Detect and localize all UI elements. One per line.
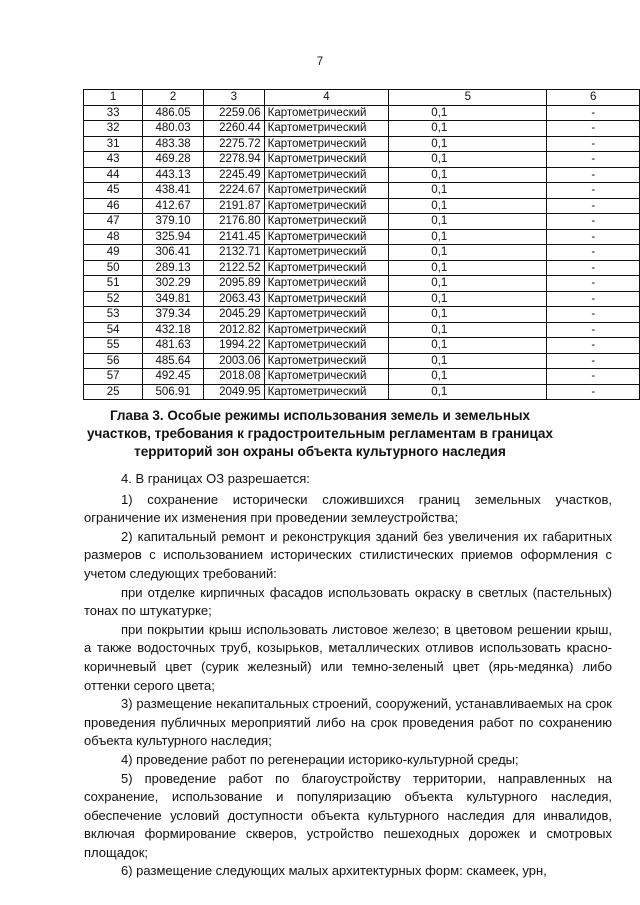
table-cell: - — [547, 353, 640, 369]
table-cell: 2063.43 — [203, 291, 264, 307]
table-cell: 55 — [84, 338, 143, 354]
table-cell: 50 — [84, 260, 143, 276]
table-cell: 306.41 — [143, 245, 204, 261]
table-cell: 2003.06 — [203, 353, 264, 369]
table-cell: Картометрический — [264, 105, 389, 121]
table-cell: 2275.72 — [203, 136, 264, 152]
table-cell: 2259.06 — [203, 105, 264, 121]
table-header-row — [84, 90, 640, 106]
table-cell: 47 — [84, 214, 143, 230]
table-row — [84, 152, 640, 168]
table-cell: - — [547, 152, 640, 168]
table-cell: Картометрический — [264, 384, 389, 400]
table-cell: - — [547, 384, 640, 400]
table-cell: 325.94 — [143, 229, 204, 245]
header-cell: 5 — [389, 90, 547, 106]
table-row — [84, 307, 640, 323]
table-row — [84, 322, 640, 338]
table-cell: 438.41 — [143, 183, 204, 199]
table-cell: 2122.52 — [203, 260, 264, 276]
table-row — [84, 229, 640, 245]
table-row — [84, 136, 640, 152]
table-cell: 2224.67 — [203, 183, 264, 199]
table-cell: 44 — [84, 167, 143, 183]
header-cell: 1 — [84, 90, 143, 106]
table-cell: Картометрический — [264, 307, 389, 323]
table-cell: Картометрический — [264, 167, 389, 183]
table-row — [84, 183, 640, 199]
table-cell: 0,1 — [389, 152, 547, 168]
table-row — [84, 369, 640, 385]
table-row — [84, 121, 640, 137]
table-cell: 45 — [84, 183, 143, 199]
table-cell: Картометрический — [264, 198, 389, 214]
header-cell: 2 — [143, 90, 204, 106]
table-cell: Картометрический — [264, 229, 389, 245]
table-row — [84, 198, 640, 214]
table-cell: 0,1 — [389, 369, 547, 385]
table-cell: 0,1 — [389, 260, 547, 276]
table-cell: 0,1 — [389, 245, 547, 261]
table-cell: Картометрический — [264, 338, 389, 354]
chapter-title: Глава 3. Особые режимы использования земель и земельных участков, требования к градостроительным регламентам в границах территорий зон охраны объекта культурного наследия — [87, 408, 553, 459]
table-cell: 2045.29 — [203, 307, 264, 323]
paragraph: при покрытии крыш использовать листовое железо; в цветовом решении крыш, а также водосточных труб, козырьков, металлических отливов использовать красно-коричневый цвет (сурик железный) или темно-зеленый цвет (ярь-медянка) либо оттенки серого цвета; — [84, 621, 612, 693]
table-cell: Картометрический — [264, 369, 389, 385]
table-row — [84, 245, 640, 261]
table-cell: Картометрический — [264, 291, 389, 307]
table-row — [84, 384, 640, 400]
table-cell: 0,1 — [389, 338, 547, 354]
coordinates-table — [83, 89, 640, 400]
table-cell: - — [547, 369, 640, 385]
table-cell: 49 — [84, 245, 143, 261]
paragraph: 4. В границах ОЗ разрешается: — [121, 471, 310, 486]
table-cell: 2012.82 — [203, 322, 264, 338]
table-cell: - — [547, 136, 640, 152]
table-cell: - — [547, 245, 640, 261]
table-cell: 0,1 — [389, 136, 547, 152]
table-cell: - — [547, 214, 640, 230]
table-cell: 25 — [84, 384, 143, 400]
table-cell: - — [547, 121, 640, 137]
table-cell: 54 — [84, 322, 143, 338]
table-cell: 486.05 — [143, 105, 204, 121]
table-cell: Картометрический — [264, 152, 389, 168]
table-cell: 0,1 — [389, 384, 547, 400]
table-row — [84, 167, 640, 183]
table-cell: 432.18 — [143, 322, 204, 338]
paragraph: при отделке кирпичных фасадов использовать окраску в светлых (пастельных) тонах по штукатурке; — [84, 584, 612, 619]
table-cell: 443.13 — [143, 167, 204, 183]
table-cell: 0,1 — [389, 105, 547, 121]
table-cell: - — [547, 198, 640, 214]
table-cell: 1994.22 — [203, 338, 264, 354]
table-cell: Картометрический — [264, 183, 389, 199]
table-cell: 0,1 — [389, 276, 547, 292]
table-cell: Картометрический — [264, 322, 389, 338]
table-cell: 0,1 — [389, 167, 547, 183]
table-cell: - — [547, 229, 640, 245]
table-cell: 379.10 — [143, 214, 204, 230]
table-cell: 52 — [84, 291, 143, 307]
table-cell: 480.03 — [143, 121, 204, 137]
paragraph: 5) проведение работ по благоустройству территории, направленных на сохранение, использование и популяризацию объекта культурного наследия, обеспечение условий доступности объекта культурного наследия для инвалидов, включая формирование скверов, устройство пешеходных дорожек и смотровых площадок; — [84, 770, 612, 860]
page-number: 7 — [316, 56, 324, 68]
table-cell: - — [547, 260, 640, 276]
table-cell: 2095.89 — [203, 276, 264, 292]
paragraph: 3) размещение некапитальных строений, сооружений, устанавливаемых на срок проведения публичных мероприятий либо на срок проведения работ по сохранению объекта культурного наследия; — [84, 696, 612, 749]
table-cell: 289.13 — [143, 260, 204, 276]
table-cell: Картометрический — [264, 276, 389, 292]
table-cell: 2245.49 — [203, 167, 264, 183]
table-cell: 0,1 — [389, 214, 547, 230]
table-cell: 32 — [84, 121, 143, 137]
table-cell: 2049.95 — [203, 384, 264, 400]
table-cell: 0,1 — [389, 121, 547, 137]
table-cell: 379.34 — [143, 307, 204, 323]
header-cell: 3 — [203, 90, 264, 106]
table-cell: - — [547, 105, 640, 121]
table-cell: - — [547, 322, 640, 338]
table-row — [84, 214, 640, 230]
table-cell: 0,1 — [389, 198, 547, 214]
table-cell: 506.91 — [143, 384, 204, 400]
table-cell: 2018.08 — [203, 369, 264, 385]
table-cell: 2132.71 — [203, 245, 264, 261]
table-cell: 2191.87 — [203, 198, 264, 214]
table-cell: 349.81 — [143, 291, 204, 307]
table-row — [84, 105, 640, 121]
table-cell: - — [547, 338, 640, 354]
table-cell: 33 — [84, 105, 143, 121]
paragraph: 1) сохранение исторически сложившихся границ земельных участков, ограничение их изменения при проведении землеустройства; — [84, 491, 612, 526]
table-cell: 492.45 — [143, 369, 204, 385]
table-cell: 0,1 — [389, 183, 547, 199]
table-cell: - — [547, 291, 640, 307]
table-cell: 43 — [84, 152, 143, 168]
table-row — [84, 338, 640, 354]
table-cell: 46 — [84, 198, 143, 214]
table-cell: Картометрический — [264, 214, 389, 230]
table-cell: 0,1 — [389, 229, 547, 245]
table-cell: 48 — [84, 229, 143, 245]
table-cell: 485.64 — [143, 353, 204, 369]
table-cell: Картометрический — [264, 245, 389, 261]
table-cell: 53 — [84, 307, 143, 323]
table-cell: 2176.80 — [203, 214, 264, 230]
header-cell: 4 — [264, 90, 389, 106]
table-cell: Картометрический — [264, 260, 389, 276]
header-cell: 6 — [547, 90, 640, 106]
table-cell: 51 — [84, 276, 143, 292]
table-cell: - — [547, 307, 640, 323]
table-cell: 2278.94 — [203, 152, 264, 168]
paragraph: 2) капитальный ремонт и реконструкция зданий без увеличения их габаритных размеров с использованием исторических стилистических приемов оформления с учетом следующих требований: — [84, 528, 612, 581]
table-cell: 57 — [84, 369, 143, 385]
table-cell: Картометрический — [264, 353, 389, 369]
table-cell: 2260.44 — [203, 121, 264, 137]
paragraph: 6) размещение следующих малых архитектурных форм: скамеек, урн, — [121, 863, 547, 879]
document-body — [84, 470, 612, 881]
table-cell: Картометрический — [264, 121, 389, 137]
table-cell: 412.67 — [143, 198, 204, 214]
table-cell: 0,1 — [389, 353, 547, 369]
table-row — [84, 291, 640, 307]
table-cell: 56 — [84, 353, 143, 369]
table-cell: 469.28 — [143, 152, 204, 168]
table-cell: 2141.45 — [203, 229, 264, 245]
paragraph: 4) проведение работ по регенерации историко-культурной среды; — [121, 751, 519, 767]
table-cell: 0,1 — [389, 307, 547, 323]
table-cell: 31 — [84, 136, 143, 152]
table-cell: 302.29 — [143, 276, 204, 292]
table-cell: 0,1 — [389, 322, 547, 338]
table-cell: 483.38 — [143, 136, 204, 152]
table-cell: - — [547, 167, 640, 183]
table-row — [84, 353, 640, 369]
table-cell: - — [547, 276, 640, 292]
table-row — [84, 276, 640, 292]
table-row — [84, 260, 640, 276]
table-cell: - — [547, 183, 640, 199]
table-cell: Картометрический — [264, 136, 389, 152]
table-cell: 481.63 — [143, 338, 204, 354]
table-cell: 0,1 — [389, 291, 547, 307]
